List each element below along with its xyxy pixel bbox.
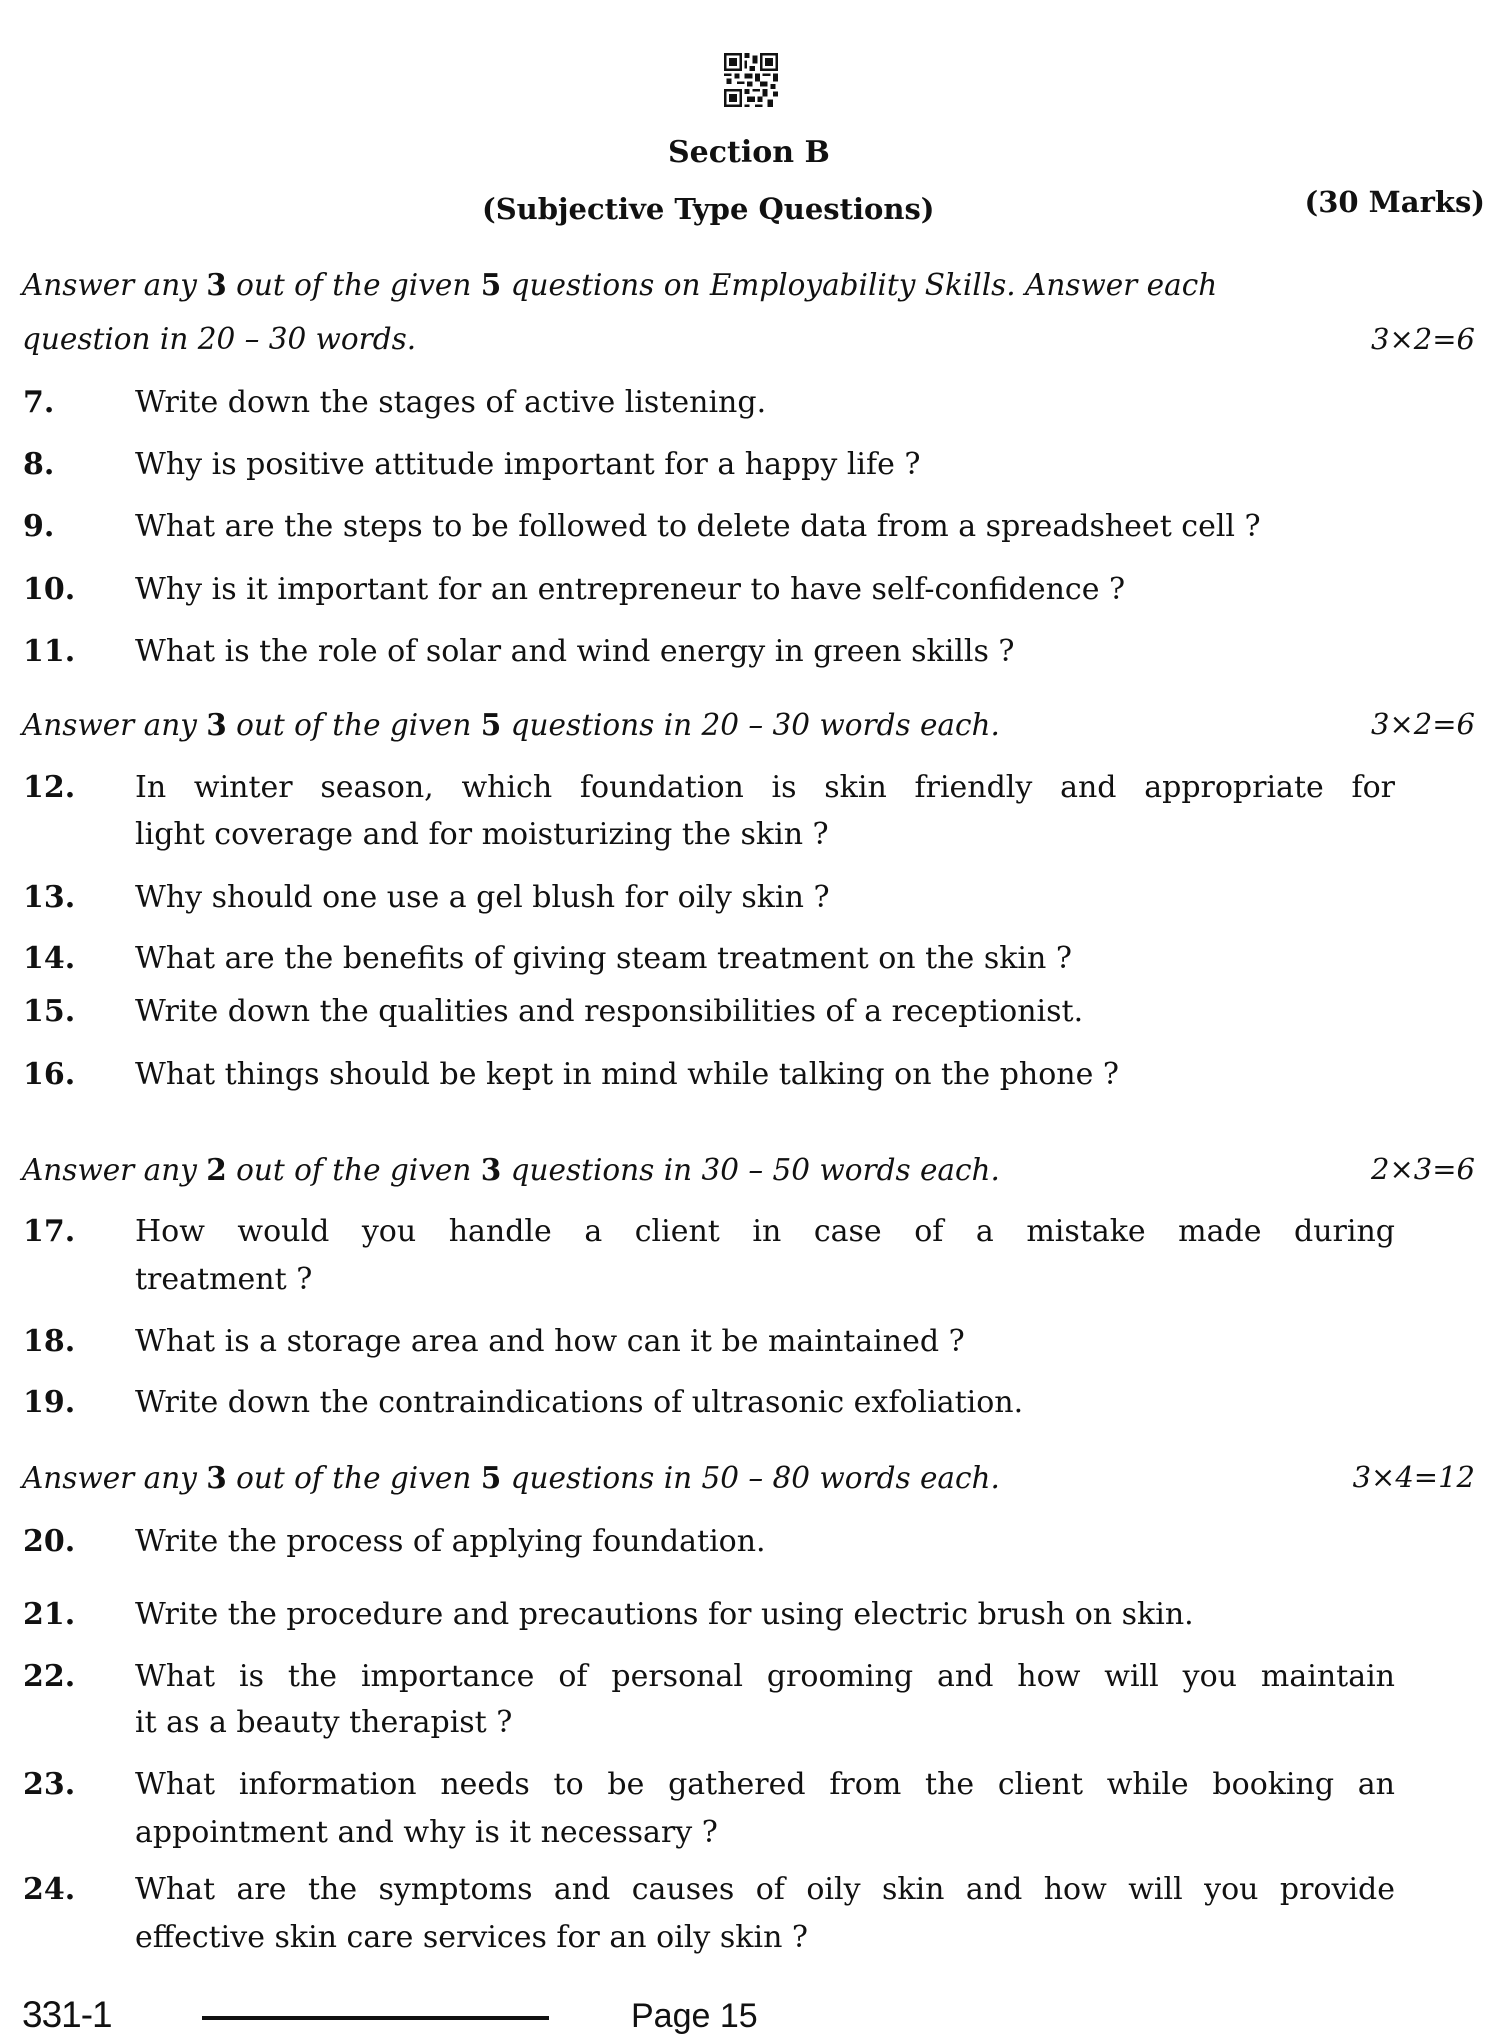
- question-number: 14.: [23, 941, 76, 976]
- question-number: 17.: [23, 1214, 76, 1249]
- page-number: Page 15: [631, 1997, 758, 2035]
- marks-allocation: 3×2=6: [1371, 322, 1475, 356]
- marks-allocation: 2×3=6: [1371, 1152, 1475, 1186]
- question-text: How would you handle a client in case of a mistake made during: [135, 1214, 1395, 1249]
- question-text: What things should be kept in mind while talking on the phone ?: [135, 1057, 1119, 1092]
- instruction-line: Answer any 3 out of the given 5 questions on Employability Skills. Answer each: [22, 267, 1218, 302]
- instruction-line: Answer any 3 out of the given 5 questions in 50 – 80 words each.: [22, 1460, 1000, 1495]
- qr-code-icon: [723, 53, 779, 107]
- question-number: 10.: [23, 572, 76, 607]
- question-number: 8.: [23, 447, 55, 482]
- question-number: 19.: [23, 1385, 76, 1420]
- question-text: What is the role of solar and wind energy in green skills ?: [135, 634, 1015, 669]
- question-number: 23.: [23, 1767, 76, 1802]
- section-subtitle: (Subjective Type Questions): [482, 192, 935, 226]
- question-number: 11.: [23, 634, 76, 669]
- question-text-continued: appointment and why is it necessary ?: [135, 1815, 718, 1850]
- question-number: 16.: [23, 1057, 76, 1092]
- question-text: Write down the contraindications of ultrasonic exfoliation.: [135, 1385, 1024, 1420]
- question-text: Why is positive attitude important for a happy life ?: [135, 447, 921, 482]
- instruction-line: question in 20 – 30 words.: [22, 322, 417, 356]
- question-number: 13.: [23, 880, 76, 915]
- paper-code: 331-1: [22, 1994, 112, 2035]
- question-number: 7.: [23, 385, 55, 420]
- section-marks: (30 Marks): [1304, 185, 1485, 219]
- question-number: 9.: [23, 509, 55, 544]
- question-number: 24.: [23, 1872, 76, 1907]
- question-text: What are the steps to be followed to delete data from a spreadsheet cell ?: [135, 509, 1261, 544]
- instruction-line: Answer any 2 out of the given 3 questions in 30 – 50 words each.: [22, 1152, 1000, 1187]
- question-text: What information needs to be gathered from the client while booking an: [135, 1767, 1395, 1802]
- question-text-continued: treatment ?: [135, 1262, 313, 1297]
- marks-allocation: 3×4=12: [1352, 1460, 1475, 1494]
- question-number: 20.: [23, 1524, 76, 1559]
- section-title: Section B: [668, 135, 830, 170]
- question-text: What are the symptoms and causes of oily skin and how will you provide: [135, 1872, 1395, 1907]
- question-text: In winter season, which foundation is skin friendly and appropriate for: [135, 770, 1395, 805]
- question-number: 12.: [23, 770, 76, 805]
- question-text: Write down the stages of active listening.: [135, 385, 767, 420]
- question-number: 15.: [23, 994, 76, 1029]
- question-text: Write down the qualities and responsibilities of a receptionist.: [135, 994, 1084, 1029]
- marks-allocation: 3×2=6: [1371, 707, 1475, 741]
- question-number: 21.: [23, 1597, 76, 1632]
- question-text: What is a storage area and how can it be maintained ?: [135, 1324, 965, 1359]
- instruction-line: Answer any 3 out of the given 5 questions in 20 – 30 words each.: [22, 707, 1000, 742]
- question-text: What is the importance of personal grooming and how will you maintain: [135, 1659, 1395, 1694]
- question-text: Why should one use a gel blush for oily skin ?: [135, 880, 830, 915]
- question-text: What are the benefits of giving steam treatment on the skin ?: [135, 941, 1072, 976]
- footer-divider: [202, 2016, 549, 2020]
- question-text-continued: effective skin care services for an oily skin ?: [135, 1920, 809, 1955]
- question-text-continued: light coverage and for moisturizing the skin ?: [135, 817, 829, 852]
- question-text: Why is it important for an entrepreneur to have self-confidence ?: [135, 572, 1126, 607]
- question-number: 22.: [23, 1659, 76, 1694]
- question-text: Write the process of applying foundation.: [135, 1524, 766, 1559]
- question-number: 18.: [23, 1324, 76, 1359]
- question-text-continued: it as a beauty therapist ?: [135, 1705, 513, 1740]
- question-text: Write the procedure and precautions for using electric brush on skin.: [135, 1597, 1194, 1632]
